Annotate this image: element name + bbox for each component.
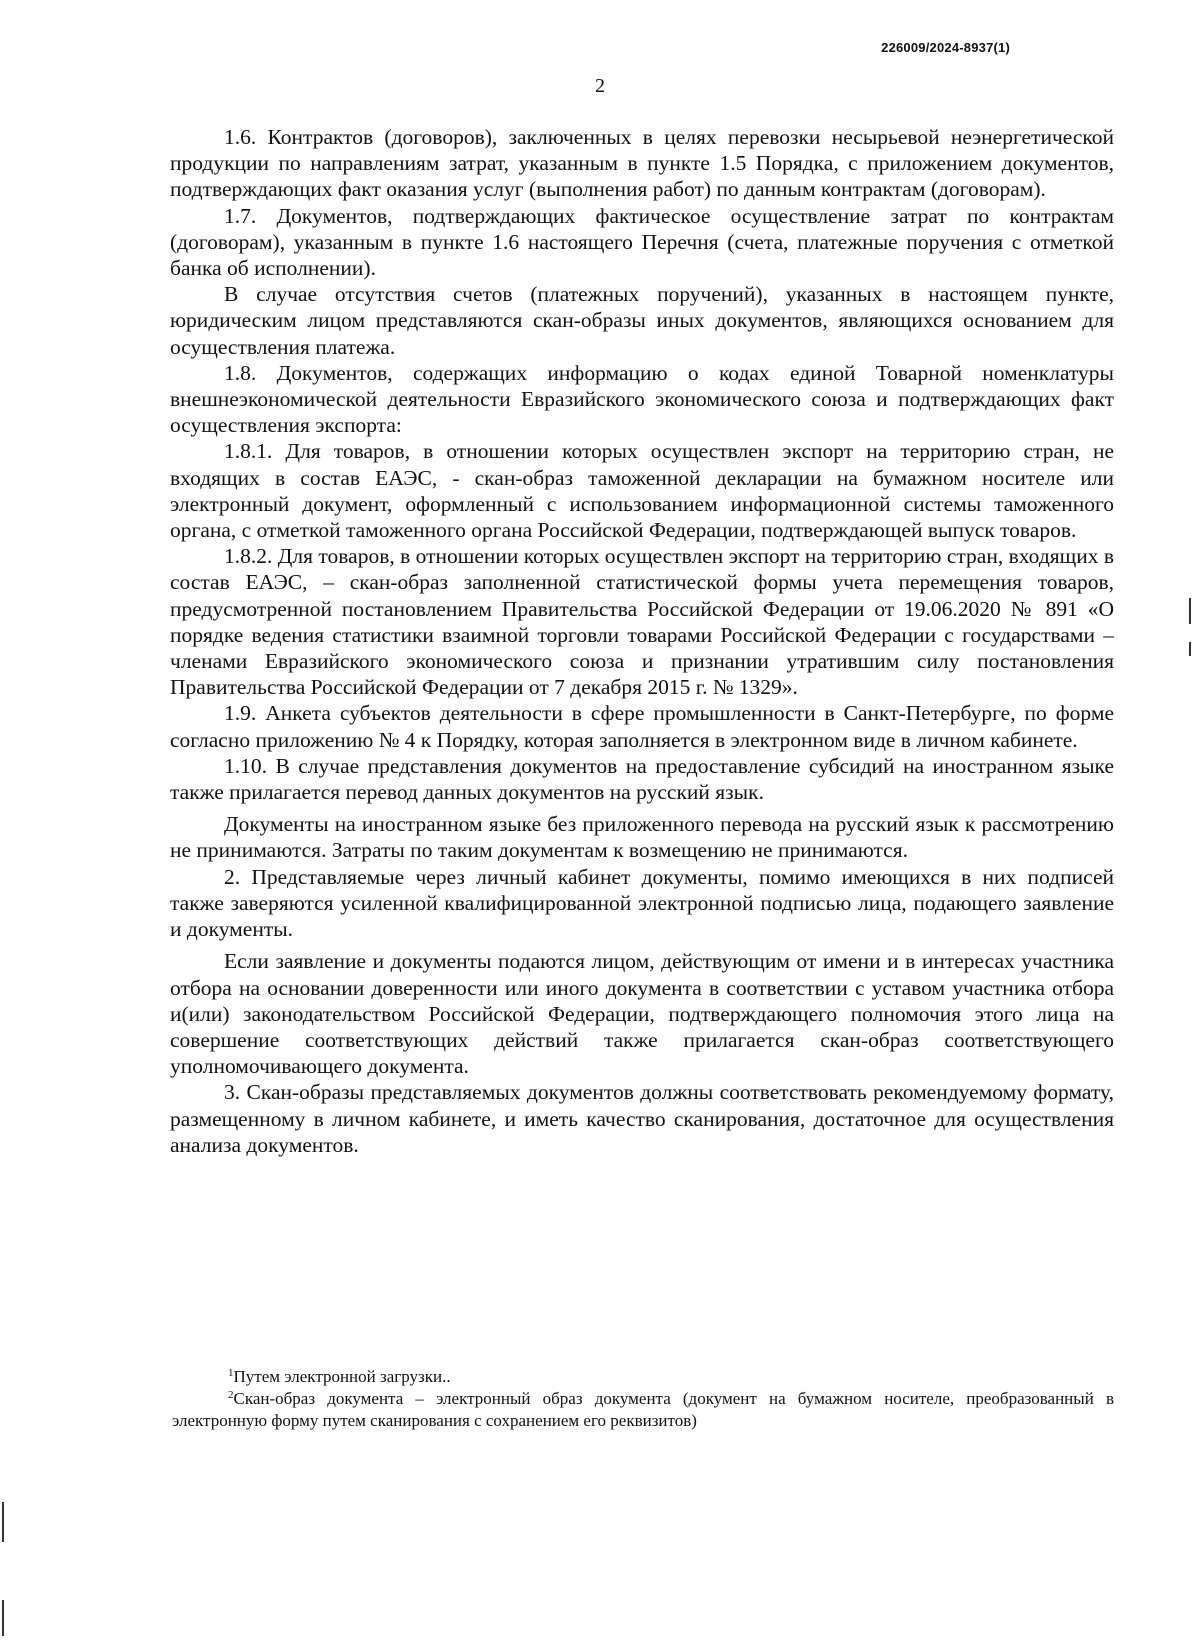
paragraph-1-7-note: В случае отсутствия счетов (платежных поручений), указанных в настоящем пункте, юридическим лицом представляются скан-образы иных документов, являющихся основанием для осуществления платежа. [170,282,1114,359]
paragraph-1-8-1: 1.8.1. Для товаров, в отношении которых осуществлен экспорт на территорию стран, не входящих в состав ЕАЭС, - скан-образ таможенной декларации на бумажном носителе или электронный документ, оформленный с использованием информационной системы таможенного органа, с отметкой таможенного органа Российской Федерации, подтверждающей выпуск товаров. [170,439,1114,543]
paragraph-1-8-2: 1.8.2. Для товаров, в отношении которых осуществлен экспорт на территорию стран, входящих в состав ЕАЭС, – скан-образ заполненной статистической формы учета перемещения товаров, предусмотренной постановлением Правительства Российской Федерации от 19.06.2020 № 891 «О порядке ведения статистики взаимной торговли товарами Российской Федерации с государствами – членами Евразийского экономического союза и признании утратившим силу постановления Правительства Российской Федерации от 7 декабря 2015 г. № 1329». [170,544,1114,700]
paragraph-1-7: 1.7. Документов, подтверждающих фактическое осуществление затрат по контрактам (договорам), указанным в пункте 1.6 настоящего Перечня (счета, платежные поручения с отметкой банка об исполнении). [170,203,1114,281]
paragraph-1-10-note: Документы на иностранном языке без приложенного перевода на русский язык к рассмотрению не принимаются. Затраты по таким документам к возмещению не принимаются. [170,812,1114,863]
document-body [170,124,1114,1158]
scan-artifact-mark [2,1600,4,1636]
footnote-1 [172,1366,1114,1388]
scan-artifact-mark [1189,642,1191,656]
scan-artifact-mark [2,1502,4,1542]
footnote-mark: 1 [228,1367,234,1379]
footnote-2 [172,1388,1114,1432]
paragraph-1-9: 1.9. Анкета субъектов деятельности в сфере промышленности в Санкт-Петербурге, по форме согласно приложению № 4 к Порядку, которая заполняется в электронном виде в личном кабинете. [170,701,1114,752]
footnotes [172,1366,1114,1432]
paragraph-1-6: 1.6. Контрактов (договоров), заключенных в целях перевозки несырьевой неэнергетической продукции по направлениям затрат, указанным в пункте 1.5 Порядка, с приложением документов, подтверждающих факт оказания услуг (выполнения работ) по данным контрактам (договорам). [170,125,1114,202]
page-number: 2 [595,75,605,97]
scan-artifact-mark [1189,598,1191,624]
paragraph-2: 2. Представляемые через личный кабинет документы, помимо имеющихся в них подписей также заверяются усиленной квалифицированной электронной подписью лица, подающего заявление и документы. [170,864,1114,942]
paragraph-3: 3. Скан-образы представляемых документов должны соответствовать рекомендуемому формату, размещенному в личном кабинете, и иметь качество сканирования, достаточное для осуществления анализа документов. [170,1080,1114,1157]
paragraph-2-note: Если заявление и документы подаются лицом, действующим от имени и в интересах участника отбора на основании доверенности или иного документа в соответствии с уставом участника отбора и(или) законодательством Российской Федерации, подтверждающего полномочия этого лица на совершение соответствующих действий также прилагается скан-образ соответствующего уполномочивающего документа. [170,949,1114,1079]
footnote-text: Путем электронной загрузки.. [233,1367,451,1386]
document-id: 226009/2024-8937(1) [881,40,1010,55]
footnote-text: Скан-образ документа – электронный образ документа (документ на бумажном носителе, преобразованный в электронную форму путем сканирования с сохранением его реквизитов) [172,1389,1114,1430]
paragraph-1-10: 1.10. В случае представления документов на предоставление субсидий на иностранном языке также прилагается перевод данных документов на русский язык. [170,753,1114,805]
paragraph-1-8: 1.8. Документов, содержащих информацию о кодах единой Товарной номенклатуры внешнеэкономической деятельности Евразийского экономического союза и подтверждающих факт осуществления экспорта: [170,360,1114,438]
footnote-mark: 2 [228,1389,234,1401]
